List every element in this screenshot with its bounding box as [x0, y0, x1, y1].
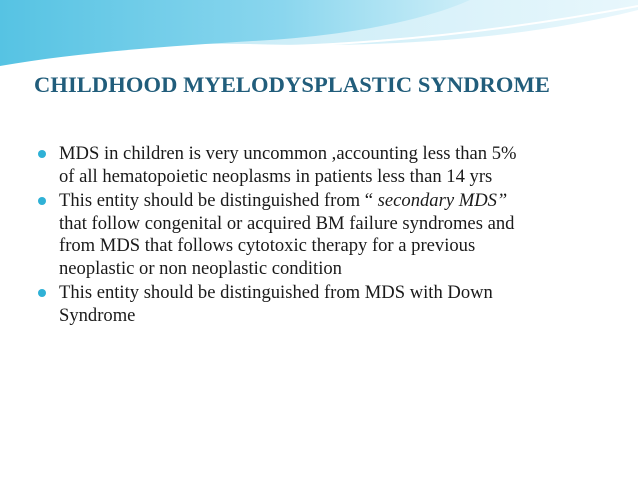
bullet-item	[36, 143, 616, 188]
bullet-line: This entity should be distinguished from MDS with Down	[59, 282, 493, 303]
bullet-text: This entity should be distinguished from “	[59, 190, 373, 211]
bullet-dot-icon	[38, 289, 46, 297]
bullet-list	[36, 143, 616, 329]
bullet-dot-icon	[38, 197, 46, 205]
slide-title: CHILDHOOD MYELODYSPLASTIC SYNDROME	[34, 72, 550, 97]
bullet-line: MDS in children is very uncommon ,accounting less than 5%	[59, 143, 517, 164]
bullet-line: Syndrome	[59, 304, 136, 326]
bullet-line: of all hematopoietic neoplasms in patients less than 14 yrs	[59, 165, 493, 187]
emphasis-text: secondary MDS”	[377, 190, 508, 211]
bullet-line: from MDS that follows cytotoxic therapy for a previous	[59, 235, 476, 256]
bullet-line: that follow congenital or acquired BM failure syndromes and	[59, 212, 515, 234]
bullet-line	[59, 190, 616, 213]
header-wave-decoration	[0, 0, 638, 80]
bullet-item	[36, 190, 616, 280]
bullet-dot-icon	[38, 150, 46, 158]
bullet-line: neoplastic or non neoplastic condition	[59, 257, 342, 279]
bullet-item	[36, 282, 616, 327]
